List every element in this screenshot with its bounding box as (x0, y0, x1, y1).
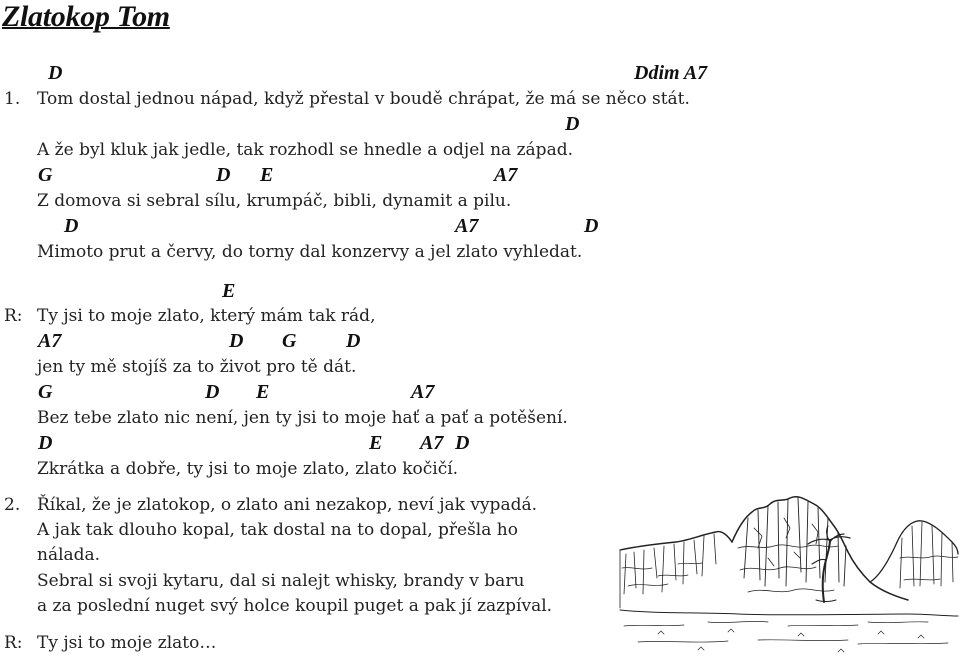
chord-line (0, 381, 959, 405)
chord-line (0, 432, 959, 456)
lyric-line (0, 459, 959, 483)
verse-number: 2. (4, 495, 21, 515)
lyric-text: Sebral si svoji kytaru, dal si nalejt whisky, brandy v baru (37, 571, 525, 591)
chord-line (0, 113, 959, 137)
chord: G (282, 330, 297, 352)
chord-line (0, 280, 959, 304)
chord-line (0, 164, 959, 188)
verse-number: 1. (4, 89, 21, 109)
chord: D (64, 215, 79, 237)
chord-line (0, 215, 959, 239)
song-title: Zlatokop Tom (2, 0, 170, 33)
lyric-line (0, 357, 959, 381)
lyric-line (0, 89, 959, 113)
chord: D (48, 62, 63, 84)
chorus-label: R: (4, 633, 23, 653)
lyric-text: Tom dostal jednou nápad, když přestal v boudě chrápat, že má se něco stát. (37, 89, 690, 109)
lyric-text: Zkrátka a dobře, ty jsi to moje zlato, zlato kočičí. (37, 459, 459, 479)
chord: D (346, 330, 361, 352)
canyon-sketch-illustration (618, 488, 959, 657)
chord: A7 (420, 432, 444, 454)
chord: E (260, 164, 274, 186)
lyric-text: nálada. (37, 545, 101, 565)
lyric-line (0, 306, 959, 330)
lyric-text: Říkal, že je zlatokop, o zlato ani nezakop, neví jak vypadá. (37, 495, 537, 515)
lyric-text: jen ty mě stojíš za to život pro tě dát. (37, 357, 357, 377)
chorus-label: R: (4, 306, 23, 326)
lyric-text: Mimoto prut a červy, do torny dal konzervy a jel zlato vyhledat. (37, 242, 583, 262)
chord: E (222, 280, 236, 302)
lyric-text: Ty jsi to moje zlato, který mám tak rád, (37, 306, 376, 326)
lyric-text: Bez tebe zlato nic není, jen ty jsi to moje hať a pať a potěšení. (37, 408, 568, 428)
chord: E (256, 381, 270, 403)
chord: G (38, 381, 53, 403)
lyric-text: A jak tak dlouho kopal, tak dostal na to dopal, přešla ho (37, 520, 518, 540)
lyric-line (0, 140, 959, 164)
chord: G (38, 164, 53, 186)
lyric-line (0, 242, 959, 266)
chord: A7 (455, 215, 479, 237)
lyric-line (0, 408, 959, 432)
chord: D (38, 432, 53, 454)
lyric-text: Z domova si sebral sílu, krumpáč, bibli, dynamit a pilu. (37, 191, 512, 211)
chord-line (0, 330, 959, 354)
lyric-text: a za poslední nuget svý holce koupil puget a pak jí zazpíval. (37, 596, 553, 616)
chord: D (229, 330, 244, 352)
chord: Ddim A7 (634, 62, 708, 84)
chord: D (584, 215, 599, 237)
chord: D (455, 432, 470, 454)
chord: D (205, 381, 220, 403)
chord: A7 (38, 330, 62, 352)
lyric-text: Ty jsi to moje zlato… (37, 633, 217, 653)
chord-line (0, 62, 959, 86)
chord: D (565, 113, 580, 135)
lyric-text: A že byl kluk jak jedle, tak rozhodl se hnedle a odjel na západ. (37, 140, 573, 160)
chord: E (369, 432, 383, 454)
chord: D (216, 164, 231, 186)
chord: A7 (494, 164, 518, 186)
lyric-line (0, 191, 959, 215)
chord: A7 (411, 381, 435, 403)
